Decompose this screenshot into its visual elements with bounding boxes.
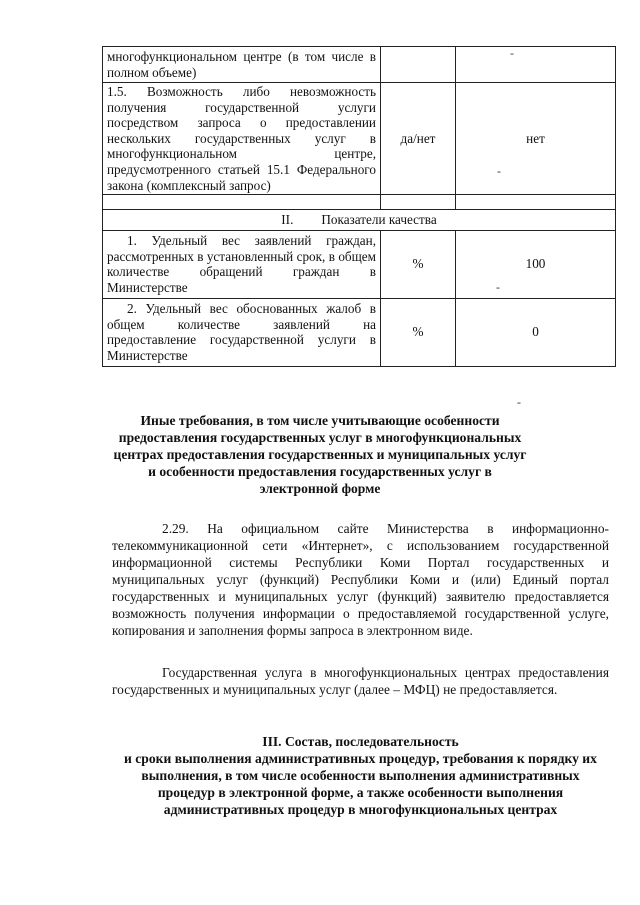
table-cell-value: нет <box>456 83 616 195</box>
section-row <box>103 210 616 231</box>
table-cell-description: 2. Удельный вес обоснованных жалоб в общем количестве заявлений на предоставление государственной услуги в Министерстве <box>103 298 381 366</box>
scan-mark: - <box>497 164 501 178</box>
section-number: II. <box>281 212 294 228</box>
table-cell-unit: % <box>381 298 456 366</box>
scan-mark: - <box>517 395 521 409</box>
table-cell-value <box>456 47 616 83</box>
paragraph-mfc: Государственная услуга в многофункциональных центрах предоставления государственных и муниципальных услуг (далее – МФЦ) не предоставляется. <box>112 665 609 697</box>
table-cell-empty <box>103 195 381 210</box>
table-cell-empty <box>456 195 616 210</box>
paragraph-2-29: 2.29. На официальном сайте Министерства в информационно-телекоммуникационной сети «Интернет», с использованием государственной информационной системы Республики Коми Портал государственных и муниципальных услуг (функций) Республики Коми и (или) Единый портал государственных и муниципальных услуг (функций) заявителю предоставляется возможность получения информации о предоставляемой государственной услуге, копирования и заполнения формы запроса в электронном виде. <box>112 521 609 638</box>
table-row <box>103 195 616 210</box>
section-heading-3-subtitle: и сроки выполнения административных процедур, требования к порядку их выполнения, в том числе особенности выполнения административных процедур в электронной форме, а также особенности выполнения административных процедур в многофункциональных центрах <box>124 751 597 817</box>
section-title: Показатели качества <box>321 212 437 228</box>
scan-mark: - <box>510 46 514 60</box>
table-row <box>103 230 616 298</box>
section-heading-other-requirements: Иные требования, в том числе учитывающие особенности предоставления государственных услуг в многофункциональных центрах предоставления государственных и муниципальных услуг и особенности предоставления государственных услуг в электронной форме <box>113 413 527 496</box>
table-cell-description: 1. Удельный вес заявлений граждан, рассмотренных в установленный срок, в общем количестве обращений граждан в Министерстве <box>103 230 381 298</box>
section-header <box>103 210 616 231</box>
table-cell-unit <box>381 47 456 83</box>
section-heading-3 <box>112 733 609 818</box>
table-row <box>103 47 616 83</box>
table-row <box>103 298 616 366</box>
table-cell-value: 100 <box>456 230 616 298</box>
table-row <box>103 83 616 195</box>
table-cell-value: 0 <box>456 298 616 366</box>
section-heading-3-title: III. Состав, последовательность <box>262 734 459 749</box>
table-cell-description: 1.5. Возможность либо невозможность получения государственной услуги посредством запроса о предоставлении нескольких государственных услуг в многофункциональном центре, предусмотренного статьей 15.1 Федерального закона (комплексный запрос) <box>103 83 381 195</box>
table-cell-unit: % <box>381 230 456 298</box>
table-cell-description: многофункциональном центре (в том числе в полном объеме) <box>103 47 381 83</box>
scan-mark: - <box>496 280 500 294</box>
indicators-table <box>102 46 616 367</box>
table-cell-unit: да/нет <box>381 83 456 195</box>
table-cell-empty <box>381 195 456 210</box>
